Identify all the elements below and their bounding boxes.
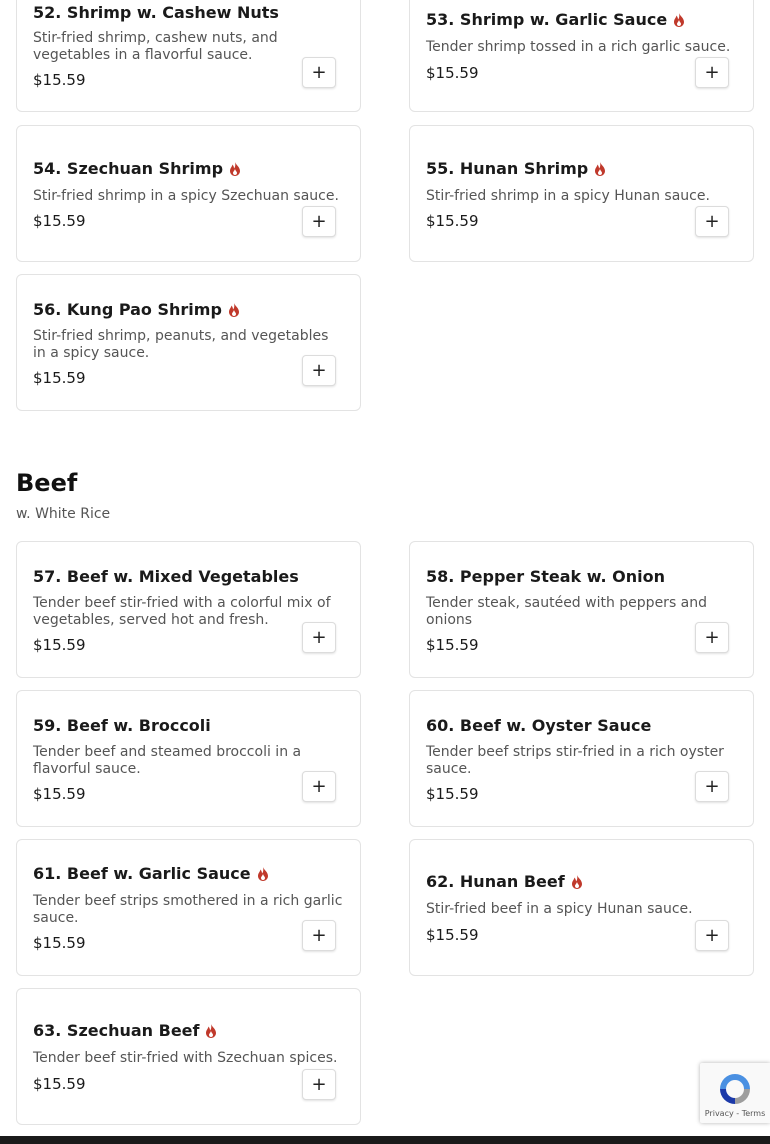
recaptcha-badge[interactable] (700, 1063, 770, 1123)
add-to-cart-button[interactable]: + (302, 920, 336, 951)
menu-item-description: Tender shrimp tossed in a rich garlic sauce. (426, 39, 731, 55)
section-subtitle: w. White Rice (16, 506, 111, 522)
add-to-cart-button[interactable]: + (695, 622, 729, 653)
flame-icon (205, 1024, 217, 1038)
flame-icon (673, 13, 685, 27)
menu-item-card[interactable] (409, 690, 754, 827)
menu-item-description: Tender beef and steamed broccoli in a flavorful sauce. (33, 744, 302, 777)
add-to-cart-button[interactable]: + (695, 57, 729, 88)
add-to-cart-button[interactable]: + (695, 920, 729, 951)
menu-item-price: $15.59 (33, 785, 86, 803)
flame-icon (257, 867, 269, 881)
menu-item-price: $15.59 (33, 1075, 86, 1093)
menu-item-price: $15.59 (426, 64, 479, 82)
menu-item-description: Tender beef strips stir-fried in a rich oyster sauce. (426, 744, 724, 777)
menu-item-price: $15.59 (33, 212, 86, 230)
recaptcha-icon (717, 1071, 753, 1107)
menu-item-description: Tender beef strips smothered in a rich garlic sauce. (33, 893, 343, 926)
menu-item-description: Tender beef stir-fried with Szechuan spices. (33, 1050, 338, 1066)
menu-item-name: 63. Szechuan Beef (33, 1021, 217, 1040)
menu-item-card[interactable] (16, 125, 361, 262)
menu-item-description: Stir-fried beef in a spicy Hunan sauce. (426, 901, 693, 917)
recaptcha-links[interactable]: Privacy - Terms (704, 1109, 766, 1118)
menu-item-price: $15.59 (33, 636, 86, 654)
menu-item-card[interactable] (409, 0, 754, 112)
menu-item-name: 56. Kung Pao Shrimp (33, 300, 240, 319)
menu-item-card[interactable] (16, 0, 361, 112)
menu-item-description: Tender steak, sautéed with peppers and onions (426, 595, 708, 628)
flame-icon (594, 162, 606, 176)
menu-item-card[interactable] (16, 541, 361, 678)
menu-item-name: 61. Beef w. Garlic Sauce (33, 864, 269, 883)
menu-item-name: 58. Pepper Steak w. Onion (426, 567, 666, 586)
menu-item-description: Stir-fried shrimp, peanuts, and vegetables in a spicy sauce. (33, 328, 329, 361)
menu-item-name: 57. Beef w. Mixed Vegetables (33, 567, 299, 586)
menu-item-price: $15.59 (33, 369, 86, 387)
menu-item-description: Tender beef stir-fried with a colorful mix of vegetables, served hot and fresh. (33, 595, 331, 628)
add-to-cart-button[interactable]: + (302, 771, 336, 802)
add-to-cart-button[interactable]: + (302, 1069, 336, 1100)
flame-icon (228, 303, 240, 317)
menu-item-card[interactable] (16, 274, 361, 411)
menu-item-price: $15.59 (426, 212, 479, 230)
footer-bar (0, 1136, 770, 1144)
flame-icon (229, 162, 241, 176)
menu-item-description: Stir-fried shrimp in a spicy Hunan sauce. (426, 188, 710, 204)
menu-item-card[interactable] (16, 988, 361, 1125)
menu-item-name: 52. Shrimp w. Cashew Nuts (33, 3, 279, 22)
menu-item-name: 53. Shrimp w. Garlic Sauce (426, 10, 685, 29)
menu-item-price: $15.59 (426, 926, 479, 944)
menu-item-card[interactable] (16, 839, 361, 976)
menu-item-price: $15.59 (426, 636, 479, 654)
flame-icon (571, 875, 583, 889)
add-to-cart-button[interactable]: + (302, 622, 336, 653)
menu-item-price: $15.59 (426, 785, 479, 803)
menu-item-price: $15.59 (33, 71, 86, 89)
menu-item-description: Stir-fried shrimp in a spicy Szechuan sauce. (33, 188, 339, 204)
menu-item-card[interactable] (409, 839, 754, 976)
menu-item-description: Stir-fried shrimp, cashew nuts, and vegetables in a flavorful sauce. (33, 30, 278, 63)
add-to-cart-button[interactable]: + (302, 57, 336, 88)
add-to-cart-button[interactable]: + (302, 206, 336, 237)
add-to-cart-button[interactable]: + (302, 355, 336, 386)
add-to-cart-button[interactable]: + (695, 771, 729, 802)
menu-item-card[interactable] (16, 690, 361, 827)
menu-item-name: 54. Szechuan Shrimp (33, 159, 241, 178)
add-to-cart-button[interactable]: + (695, 206, 729, 237)
menu-item-price: $15.59 (33, 934, 86, 952)
section-title: Beef (16, 469, 78, 497)
menu-item-name: 62. Hunan Beef (426, 872, 583, 891)
menu-item-card[interactable] (409, 125, 754, 262)
menu-item-name: 60. Beef w. Oyster Sauce (426, 716, 652, 735)
menu-item-name: 59. Beef w. Broccoli (33, 716, 211, 735)
menu-item-card[interactable] (409, 541, 754, 678)
menu-item-name: 55. Hunan Shrimp (426, 159, 606, 178)
